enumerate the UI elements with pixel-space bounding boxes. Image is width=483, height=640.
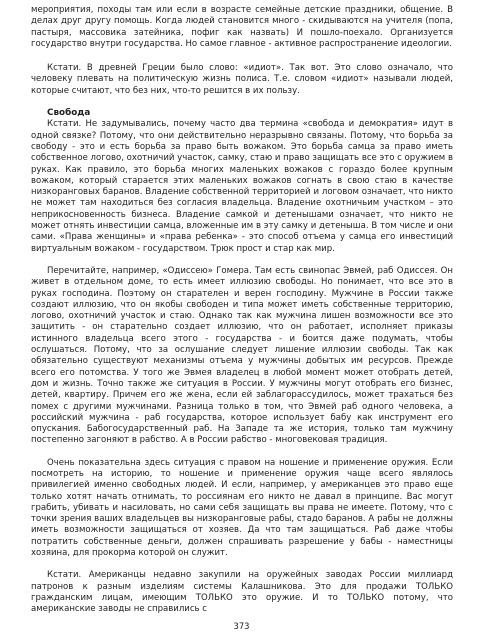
section-heading: Свобода — [47, 108, 91, 119]
paragraph-idiot: Кстати. В древней Греции было слово: «идиот». Так вот. Это слово означало, что человеку плевать на политическую жизнь полиса. Т.е. словом «идиот» называли людей, которые считают, что без них, что-то решится в их пользу. — [31, 63, 453, 96]
paragraph-community: мероприятия, походы там или если в возрасте семейные детские праздники, общение. В делах друг другу помощь. Когда людей становится много - скидываются на учителя (попа, пастыря, массовика затейника, пофиг как назвать) И пошло-поехало. Организуется государство внутри государства. Но самое главное - активное распространение идеологии. — [31, 5, 453, 49]
page-number: 373 — [233, 621, 250, 631]
paragraph-ammunition: Кстати. Американцы недавно закупили на оружейных заводах России миллиард патронов к разным изделиям системы Калашникова. Это для продажи ТОЛЬКО гражданским лицам, имеющим ТОЛЬКО это оружие. И то ТОЛЬКО потому, что американские заводы не справились с — [31, 570, 453, 615]
paragraph-odyssey: Перечитайте, например, «Одиссею» Гомера. Там есть свинопас Эвмей, раб Одиссея. Он живет в отдельном доме, то есть имеет иллюзию свободы. Но понимает, что все это в руках господина. Поэтому он старателен и верен господину. Мужчине в России также создают иллюзию, что он якобы свободен и типа может иметь собственные территорию, логово, охотничий участок и стаю. Однако так как мужчина лишен возможности все это защитить - он старательно создает иллюзию, что он работает, исполняет приказы истинного владельца всего этого - государства - и боится даже подумать, чтобы ослушаться. Потому, что за ослушание следует лишение иллюзии свободы. Так как обязательно существуют механизмы отъема у мужчины добытых им ресурсов. Прежде всего его потомства. У того же Эвмея владелец в любой момент может отобрать детей, дом и жизнь. Точно также же ситуация в России. У мужчины могут отобрать его бизнес, детей, квартиру. Причем его же жена, если ей заблагорассудилось, может трахаться без помех с другими мужчинами. Разница только в том, что Эвмей раб одного человека, а российский мужчина - раб государства, которое использует бабу как инструмент его опускания. Бабогосударственный раб. На Западе та же история, только там мужчину постепенно загоняют в рабство. А в России рабство - многовековая традиция. — [31, 265, 453, 446]
paragraph-weapons: Очень показательна здесь ситуация с правом на ношение и применение оружия. Если посмотреть на историю, то ношение и применение оружия чаще всего являлось привилегией именно свободных людей. И если, например, у американцев это право еще только хотят начать отнимать, то россиянам его никто не давал в принципе. Вас могут грабить, убивать и насиловать, но сами себя защищать вы права не имеете. Потому, что с точки зрения ваших владельцев вы низкоранговые рабы, стадо баранов. А рабы не должны иметь возможности защищаться от хозяев. Да что там защищаться. Раб даже чтобы потратить собственные деньги, должен спрашивать разрешение у бабы - наместницы хозяина, для прокорма которой он служит. — [31, 457, 453, 559]
paragraph-freedom: Кстати. Не задумывались, почему часто два термина «свобода и демократия» идут в одной связке? Потому, что они действительно неразрывно связаны. Потому, что борьба за свободу - это и есть борьба за право быть вожаком. Это борьба самца за право иметь собственное логово, охотничий участок, самку, стаю и право защищать все это с оружием в руках. Как правило, это борьба многих маленьких вожаков с гораздо более крупным вожаком, который старается этих маленьких вожаков согнать в свою стаю в качестве низкоранговых баранов. Владение собственной территорией и логовом означает, что никто не может там находиться без согласия владельца. Владение охотничьим участком – это неприкосновенность бизнеса. Владение самкой и детенышами означает, что никто не может отнять инвестиции самца, вложенные им в эту самку и детеныша. В том числе и они сами. «Права женщины» и «права ребенка» - это способ отъема у самца его инвестиций виртуальным вожаком - государством. Трюк прост и стар как мир. — [31, 119, 453, 254]
